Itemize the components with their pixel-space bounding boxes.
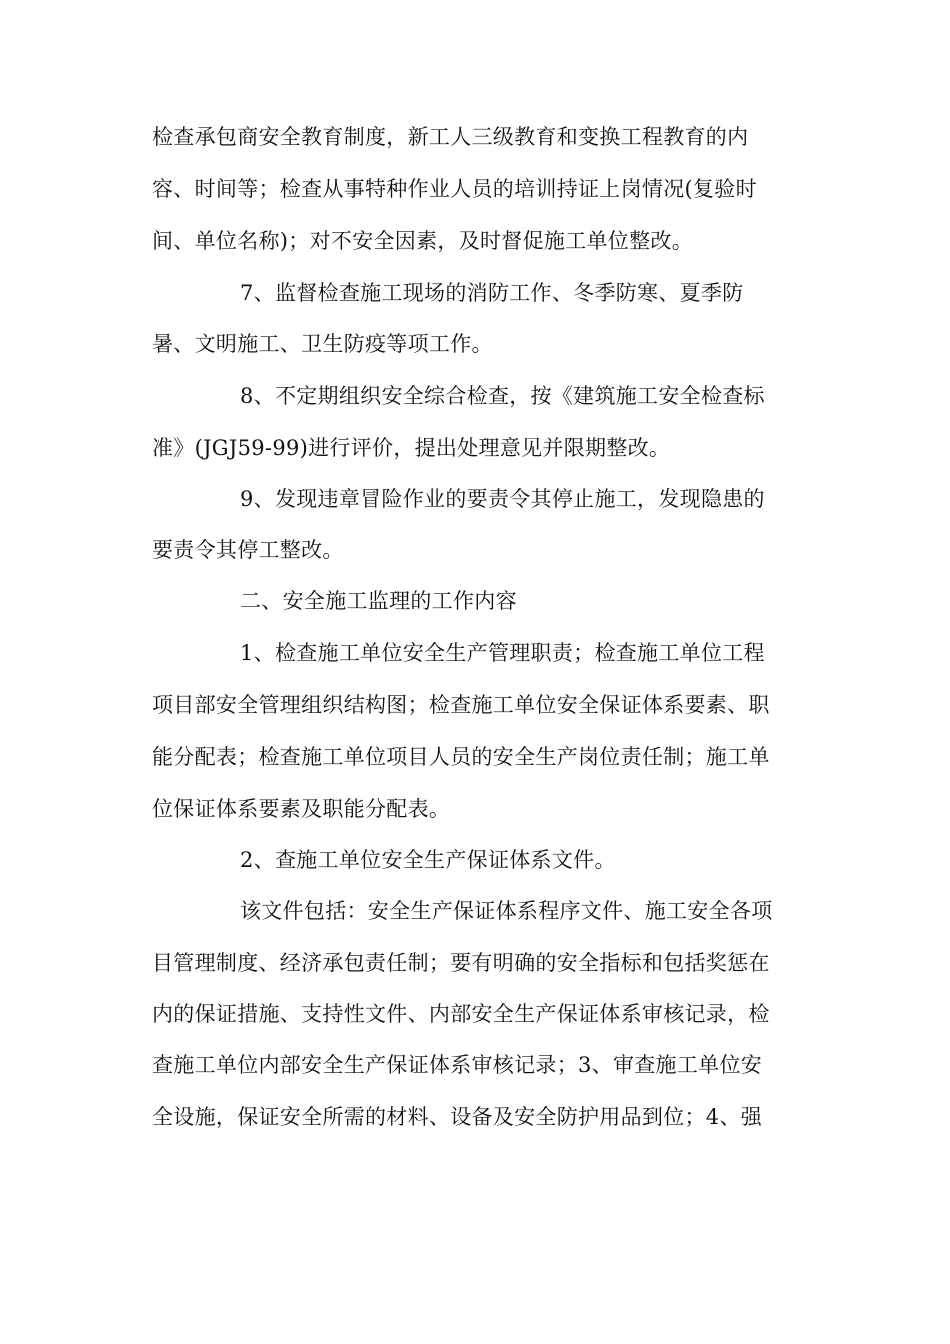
text-line-3: 间、单位名称)；对不安全因素，及时督促施工单位整改。: [152, 229, 693, 253]
file-desc-line-1: 该文件包括：安全生产保证体系程序文件、施工安全各项: [240, 899, 773, 923]
item-1-line-3: 能分配表；检查施工单位项目人员的安全生产岗位责任制；施工单: [152, 745, 770, 769]
item-1-line-1: 1、检查施工单位安全生产管理职责；检查施工单位工程: [240, 641, 765, 665]
section-heading: 二、安全施工监理的工作内容: [240, 589, 517, 613]
item-9-line-2: 要责令其停工整改。: [152, 538, 344, 562]
item-1-line-2: 项目部安全管理组织结构图；检查施工单位安全保证体系要素、职: [152, 693, 770, 717]
item-1-line-4: 位保证体系要素及职能分配表。: [152, 797, 451, 821]
file-desc-line-4: 查施工单位内部安全生产保证体系审核记录；3、审查施工单位安: [152, 1053, 763, 1077]
text-line-1: 检查承包商安全教育制度，新工人三级教育和变换工程教育的内: [152, 125, 749, 149]
text-line-2: 容、时间等；检查从事特种作业人员的培训持证上岗情况(复验时: [152, 177, 757, 201]
item-2-line-1: 2、查施工单位安全生产保证体系文件。: [240, 848, 616, 872]
item-8-line-2: 准》(JGJ59-99)进行评价，提出处理意见并限期整改。: [152, 436, 671, 460]
item-7-line-2: 暑、文明施工、卫生防疫等项工作。: [152, 332, 493, 356]
file-desc-line-2: 目管理制度、经济承包责任制；要有明确的安全指标和包括奖惩在: [152, 951, 770, 975]
item-8-line-1: 8、不定期组织安全综合检查，按《建筑施工安全检查标: [240, 384, 765, 408]
item-9-line-1: 9、发现违章冒险作业的要责令其停止施工，发现隐患的: [240, 487, 765, 511]
file-desc-line-5: 全设施，保证安全所需的材料、设备及安全防护用品到位；4、强: [152, 1105, 763, 1129]
file-desc-line-3: 内的保证措施、支持性文件、内部安全生产保证体系审核记录，检: [152, 1002, 770, 1026]
item-7-line-1: 7、监督检查施工现场的消防工作、冬季防寒、夏季防: [240, 281, 744, 305]
